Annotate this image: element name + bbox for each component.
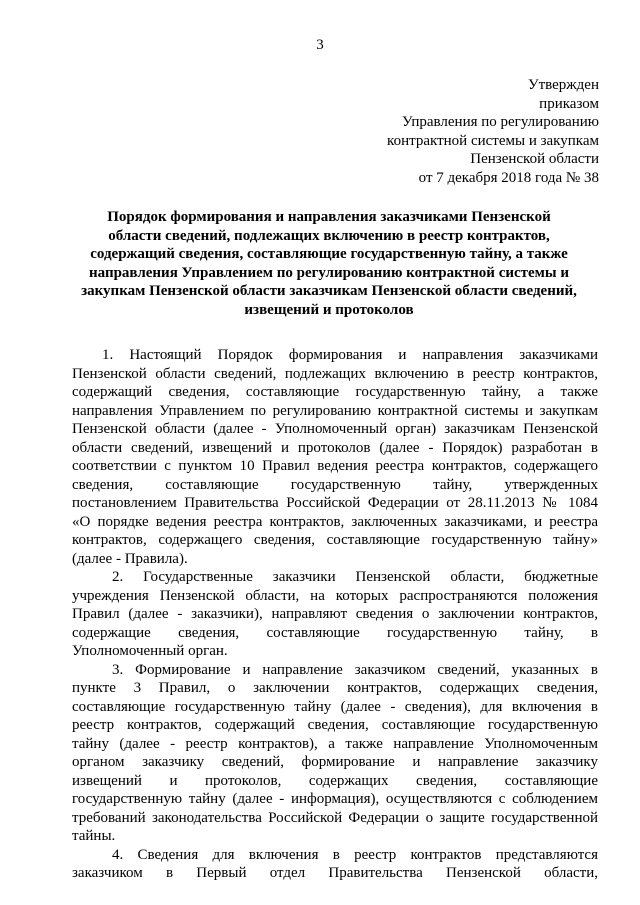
text-line: контрактов, содержащего сведения, составляющие государственную тайну» xyxy=(72,532,598,548)
text-line: 3. Формирование и направление заказчиком сведений, указанных в xyxy=(112,661,598,678)
paragraph-4 xyxy=(72,846,598,883)
text-line: тайну (далее - реестр контрактов), а также направление Уполномоченным xyxy=(72,735,598,752)
text-line: Пензенской области сведений, подлежащих включению в реестр контрактов, xyxy=(72,365,598,382)
paragraph-2 xyxy=(72,568,598,661)
text-line: 1. Настоящий Порядок формирования и направления заказчиками xyxy=(102,347,598,363)
text-line: Уполномоченный орган. xyxy=(72,643,228,659)
text-line: постановлением Правительства Российской Федерации от 28.11.2013 № 1084 xyxy=(72,495,598,511)
text-line: составляющие государственную тайну (далее - сведения), для включения в xyxy=(72,698,598,715)
text-line: направления Управлением по регулированию контрактной системы и закупкам xyxy=(72,402,598,419)
document-body xyxy=(72,346,598,883)
title-line: извещений и протоколов xyxy=(244,301,414,318)
approval-line: от 7 декабря 2018 года № 38 xyxy=(418,169,599,186)
text-line: требований законодательства Российской Федерации о защите государственной xyxy=(72,809,598,826)
paragraph-3 xyxy=(72,661,598,846)
text-line: (далее - Правила). xyxy=(72,550,188,567)
approval-line: Пензенской области xyxy=(470,151,599,167)
text-line: «О порядке ведения реестра контрактов, заключенных заказчиками, и реестра xyxy=(72,513,598,530)
title-line: Порядок формирования и направления заказчиками Пензенской xyxy=(107,209,551,225)
text-line: 2. Государственные заказчики Пензенской области, бюджетные xyxy=(112,569,598,585)
title-line: направления Управлением по регулированию контрактной системы и xyxy=(89,264,569,281)
text-line: реестр контрактов, содержащий сведения, составляющие государственную xyxy=(72,717,598,733)
text-line: 4. Сведения для включения в реестр контрактов представляются xyxy=(112,846,598,863)
approval-line: Утвержден xyxy=(527,77,599,93)
approval-stamp xyxy=(279,76,599,187)
text-line: содержащие сведения, составляющие государственную тайну, в xyxy=(72,624,598,641)
text-line: области сведений, извещений и протоколов (далее - Порядок) разработан в xyxy=(72,439,598,456)
text-line: извещений и протоколов, содержащих сведения, составляющие xyxy=(72,772,598,789)
text-line: Правил (далее - заказчики), направляют сведения о заключении контрактов, xyxy=(72,606,598,622)
title-line: области сведений, подлежащих включению в реестр контрактов, xyxy=(108,227,550,244)
text-line: Пензенской области (далее - Уполномоченный орган) заказчикам Пензенской xyxy=(72,421,598,437)
text-line: государственную тайну (далее - информация), осуществляются с соблюдением xyxy=(72,791,598,807)
title-line: закупкам Пензенской области заказчикам Пензенской области сведений, xyxy=(81,283,577,299)
document-title xyxy=(60,208,598,319)
paragraph-1 xyxy=(72,346,598,568)
text-line: соответствии с пунктом 10 Правил ведения реестра контрактов, содержащего xyxy=(72,458,598,474)
approval-line: Управления по регулированию xyxy=(402,114,599,130)
title-line: содержащий сведения, составляющие государственную тайну, а также xyxy=(90,246,568,262)
text-line: учреждения Пензенской области, на которых распространяются положения xyxy=(72,587,598,604)
text-line: сведения, составляющие государственную тайну, утвержденных xyxy=(72,476,598,493)
text-line: тайны. xyxy=(72,828,116,844)
text-line: органом заказчику сведений, формирование и направление заказчику xyxy=(72,754,598,770)
approval-line: контрактной системы и закупкам xyxy=(387,132,599,149)
approval-line: приказом xyxy=(539,95,599,112)
text-line: содержащий сведения, составляющие государственную тайну, а также xyxy=(72,384,598,400)
page-number: 3 xyxy=(316,37,324,53)
text-line: заказчиком в Первый отдел Правительства Пензенской области, xyxy=(72,865,598,881)
text-line: пункте 3 Правил, о заключении контрактов, содержащих сведения, xyxy=(72,680,598,696)
